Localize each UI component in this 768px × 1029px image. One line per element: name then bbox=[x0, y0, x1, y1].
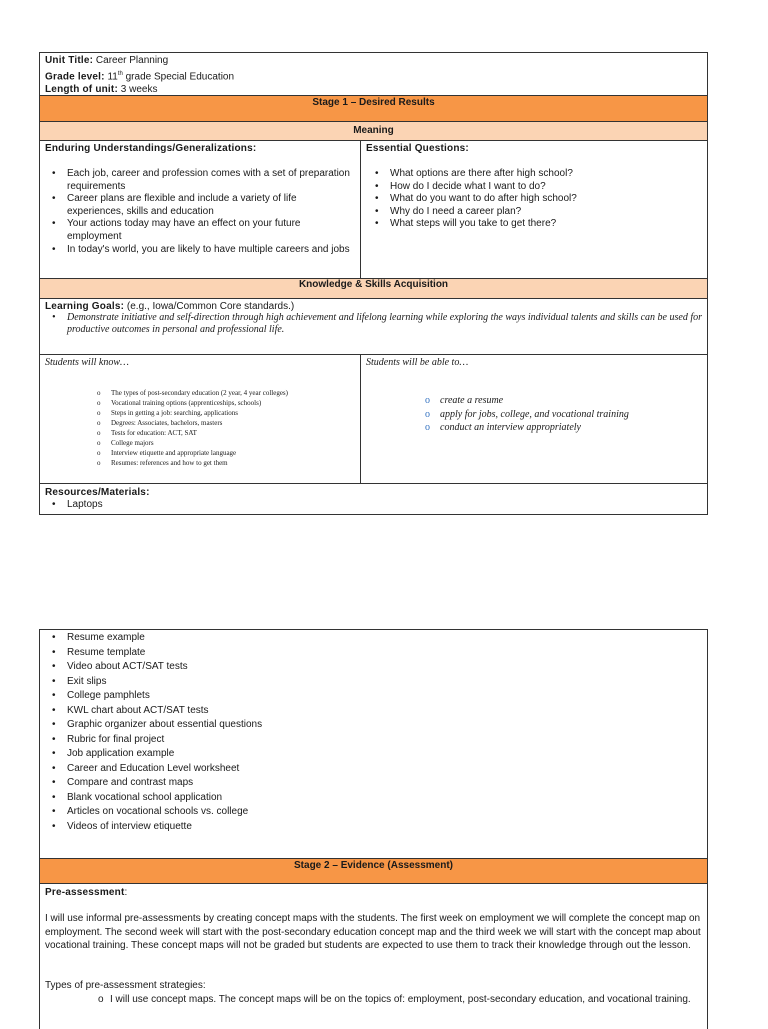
students-know-heading: Students will know… bbox=[45, 357, 129, 368]
learning-goals-list bbox=[45, 312, 702, 336]
stage1-banner bbox=[40, 96, 707, 122]
list-item: • College pamphlets bbox=[45, 689, 702, 704]
unit-header bbox=[40, 53, 707, 96]
learning-goals-label: Learning Goals: bbox=[45, 301, 125, 312]
list-item: • Career plans are flexible and include a variety of life experiences, skills and education bbox=[45, 193, 355, 218]
list-item: • Video about ACT/SAT tests bbox=[45, 660, 702, 675]
understandings-questions-row bbox=[40, 141, 707, 279]
resources-list-first bbox=[45, 499, 702, 512]
strategy-bullet: o bbox=[98, 993, 104, 1005]
resources-continued-row bbox=[40, 630, 707, 859]
grade-level-label: Grade level: bbox=[45, 70, 105, 82]
list-item: o Resumes: references and how to get them bbox=[45, 458, 355, 468]
list-item: • Compare and contrast maps bbox=[45, 776, 702, 791]
resources-list bbox=[45, 631, 702, 834]
unit-title-value: Career Planning bbox=[95, 55, 169, 66]
grade-level-line bbox=[45, 68, 702, 84]
preassessment-types-label: Types of pre-assessment strategies: bbox=[45, 979, 206, 991]
list-item: • Graphic organizer about essential questions bbox=[45, 718, 702, 733]
preassessment-row bbox=[40, 884, 707, 1009]
learning-goal-item: • Demonstrate initiative and self-direction through high achievement and lifelong learning while exploring the ways individual talents and skills can be used for productive outcomes in personal and professional life. bbox=[45, 312, 702, 336]
list-item: • Videos of interview etiquette bbox=[45, 820, 702, 835]
preassessment-colon: : bbox=[124, 887, 128, 898]
unit-title-line bbox=[45, 54, 702, 68]
unit-title-label: Unit Title: bbox=[45, 55, 94, 66]
list-item: • How do I decide what I want to do? bbox=[368, 181, 702, 194]
strategy-item bbox=[45, 993, 702, 1006]
know-able-row bbox=[40, 355, 707, 484]
list-item: o Steps in getting a job: searching, applications bbox=[45, 408, 355, 418]
stage2-title: Stage 2 – Evidence (Assessment) bbox=[294, 860, 453, 871]
list-item: • Job application example bbox=[45, 747, 702, 762]
grade-level-suffix: th bbox=[117, 70, 123, 77]
ksa-title: Knowledge & Skills Acquisition bbox=[298, 279, 449, 290]
list-item: • Why do I need a career plan? bbox=[368, 206, 702, 219]
unit-plan-table-page2 bbox=[39, 629, 708, 1029]
list-item: • Laptops bbox=[45, 499, 702, 512]
unit-plan-table-page1 bbox=[39, 52, 708, 515]
list-item: • Blank vocational school application bbox=[45, 791, 702, 806]
list-item: o apply for jobs, college, and vocational training bbox=[366, 408, 702, 422]
list-item: • What do you want to do after high school? bbox=[368, 193, 702, 206]
meaning-title: Meaning bbox=[353, 125, 394, 136]
grade-level-number: 11 bbox=[107, 70, 118, 82]
meaning-banner bbox=[40, 122, 707, 141]
list-item: o conduct an interview appropriately bbox=[366, 421, 702, 435]
list-item: o create a resume bbox=[366, 394, 702, 408]
stage1-title: Stage 1 – Desired Results bbox=[312, 97, 435, 108]
list-item: • In today's world, you are likely to have multiple careers and jobs bbox=[45, 244, 355, 257]
enduring-understandings-cell bbox=[40, 141, 361, 278]
students-know-cell bbox=[40, 355, 361, 483]
list-item: • What options are there after high school? bbox=[368, 168, 702, 181]
ksa-banner bbox=[40, 279, 707, 299]
essential-questions-cell bbox=[361, 141, 707, 278]
able-list bbox=[366, 394, 702, 435]
list-item: • Rubric for final project bbox=[45, 733, 702, 748]
unit-length-value: 3 weeks bbox=[120, 84, 158, 96]
list-item: o The types of post-secondary education (2 year, 4 year colleges) bbox=[45, 388, 355, 398]
grade-level-value: grade Special Education bbox=[125, 70, 235, 82]
unit-length-label: Length of unit: bbox=[45, 84, 118, 96]
learning-goals-hint: (e.g., Iowa/Common Core standards.) bbox=[126, 301, 295, 312]
resources-heading: Resources/Materials: bbox=[45, 487, 150, 498]
list-item: o Interview etiquette and appropriate language bbox=[45, 448, 355, 458]
preassessment-label: Pre-assessment bbox=[45, 887, 125, 898]
learning-goals-line bbox=[45, 301, 702, 312]
list-item: • Exit slips bbox=[45, 675, 702, 690]
list-item: • Resume example bbox=[45, 631, 702, 646]
students-able-heading: Students will be able to… bbox=[366, 357, 469, 368]
list-item: • What steps will you take to get there? bbox=[368, 218, 702, 231]
list-item: • Articles on vocational schools vs. college bbox=[45, 805, 702, 820]
list-item: • KWL chart about ACT/SAT tests bbox=[45, 704, 702, 719]
preassessment-paragraph: I will use informal pre-assessments by creating concept maps with the students. The first week on employment we will complete the concept map on employment. The second week will start with the post-secondary education concept map and the third week we will start with the concept map about vocational training. These concept maps will not be graded but students are expected to use them to track their knowledge through out the lesson. bbox=[45, 913, 701, 952]
resources-row bbox=[40, 484, 707, 514]
list-item: • Resume template bbox=[45, 646, 702, 661]
essential-questions-heading: Essential Questions: bbox=[366, 143, 469, 154]
list-item: • Career and Education Level worksheet bbox=[45, 762, 702, 777]
list-item: • Your actions today may have an effect on your future employment bbox=[45, 218, 355, 243]
stage2-banner bbox=[40, 859, 707, 884]
list-item: • Each job, career and profession comes with a set of preparation requirements bbox=[45, 168, 355, 193]
list-item: o College majors bbox=[45, 438, 355, 448]
enduring-understandings-heading: Enduring Understandings/Generalizations: bbox=[45, 143, 257, 154]
students-able-cell bbox=[361, 355, 707, 483]
questions-list bbox=[366, 168, 702, 231]
know-list bbox=[45, 388, 355, 468]
unit-length-line bbox=[45, 83, 702, 97]
list-item: o Tests for education: ACT, SAT bbox=[45, 428, 355, 438]
learning-goals-row bbox=[40, 299, 707, 355]
understandings-list bbox=[45, 168, 355, 256]
preassessment-heading-line bbox=[45, 887, 702, 898]
list-item: o Degrees: Associates, bachelors, masters bbox=[45, 418, 355, 428]
strategy-text: I will use concept maps. The concept maps will be on the topics of: employment, post-secondary education, and vocational training. bbox=[110, 993, 691, 1005]
list-item: o Vocational training options (apprenticeships, schools) bbox=[45, 398, 355, 408]
